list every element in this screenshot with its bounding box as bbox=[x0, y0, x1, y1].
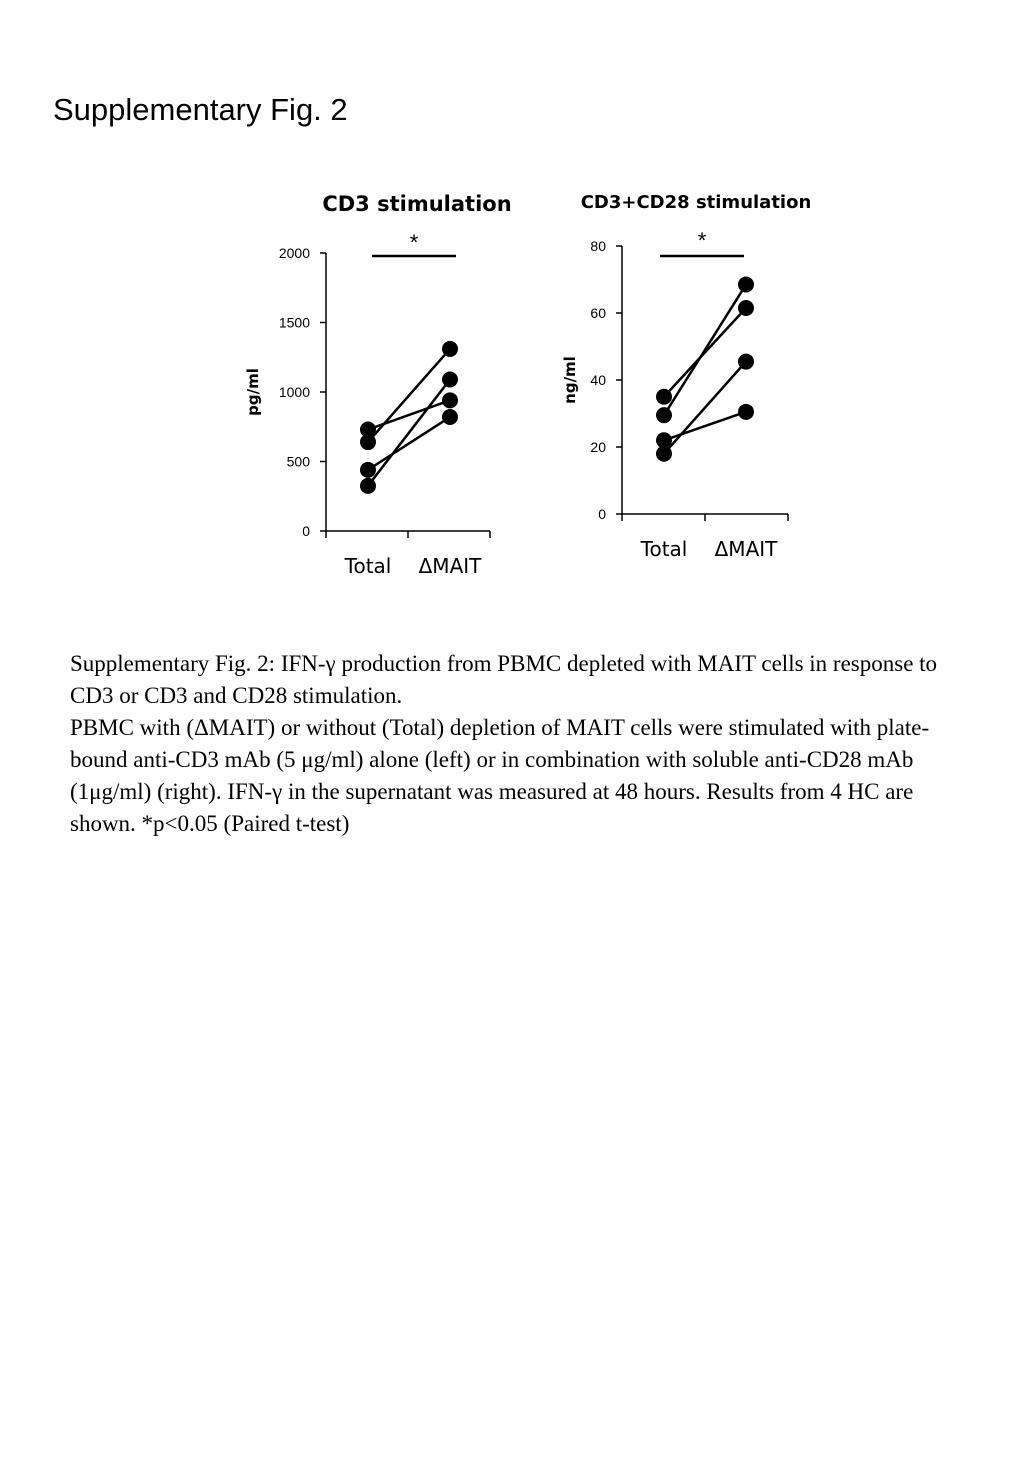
chart2-data-point bbox=[656, 446, 672, 462]
chart2-series-line bbox=[664, 362, 746, 454]
chart1-data-point bbox=[442, 341, 458, 357]
chart2-data-point bbox=[738, 354, 754, 370]
chart2-series-line bbox=[664, 412, 746, 440]
chart1-y-tick-label: 500 bbox=[286, 453, 310, 470]
chart2-data-point bbox=[738, 277, 754, 293]
chart2-data-point bbox=[656, 407, 672, 423]
chart1-y-tick-label: 1500 bbox=[278, 314, 310, 331]
chart2-y-tick-label: 40 bbox=[590, 372, 606, 388]
chart2-series-line bbox=[664, 308, 746, 397]
chart1-y-tick-label: 1000 bbox=[278, 384, 310, 400]
chart2-y-tick-label: 80 bbox=[590, 238, 606, 254]
figure-heading: Supplementary Fig. 2 bbox=[53, 92, 348, 127]
chart1-data-point bbox=[360, 478, 376, 494]
chart1-data-point bbox=[360, 434, 376, 450]
chart1-category-label: ΔMAIT bbox=[418, 554, 482, 578]
chart2-data-point bbox=[738, 404, 754, 420]
chart1-data-point bbox=[442, 409, 458, 425]
figure-charts bbox=[0, 0, 1024, 620]
chart2-significance-star: * bbox=[697, 228, 707, 253]
chart1-y-axis-label: pg/ml bbox=[244, 368, 262, 416]
chart1-title: CD3 stimulation bbox=[322, 192, 512, 216]
chart2-y-tick-label: 60 bbox=[590, 305, 606, 321]
chart1-data-point bbox=[360, 462, 376, 478]
chart1-y-tick-label: 2000 bbox=[278, 245, 310, 261]
chart2-y-axis-label: ng/ml bbox=[561, 356, 579, 404]
chart2-data-point bbox=[738, 300, 754, 316]
caption-body: PBMC with (ΔMAIT) or without (Total) depletion of MAIT cells were stimulated with plate-bound anti-CD3 mAb (5 μg/ml) alone (left) or in combination with soluble anti-CD28 mAb (1μg/ml) (right). IFN-γ in the supernatant was measured at 48 hours. Results from 4 HC are shown. *p<0.05 (Paired t-test) bbox=[70, 715, 930, 836]
chart2-y-tick-label: 0 bbox=[598, 506, 606, 522]
chart1-data-point bbox=[442, 392, 458, 408]
chart2-series-line bbox=[664, 285, 746, 416]
chart2-title: CD3+CD28 stimulation bbox=[580, 192, 812, 213]
chart1-y-tick-label: 0 bbox=[302, 523, 310, 539]
figure-caption bbox=[70, 648, 970, 840]
chart2-category-label: Total bbox=[640, 537, 688, 561]
chart2-data-point bbox=[656, 389, 672, 405]
chart1-category-label: Total bbox=[344, 554, 392, 578]
chart2-y-tick-label: 20 bbox=[590, 439, 606, 455]
caption-title: Supplementary Fig. 2: IFN-γ production from PBMC depleted with MAIT cells in response to CD3 or CD3 and CD28 stimulation. bbox=[70, 651, 938, 708]
chart1-data-point bbox=[442, 371, 458, 387]
chart2-category-label: ΔMAIT bbox=[714, 537, 778, 561]
chart1-significance-star: * bbox=[409, 230, 419, 255]
